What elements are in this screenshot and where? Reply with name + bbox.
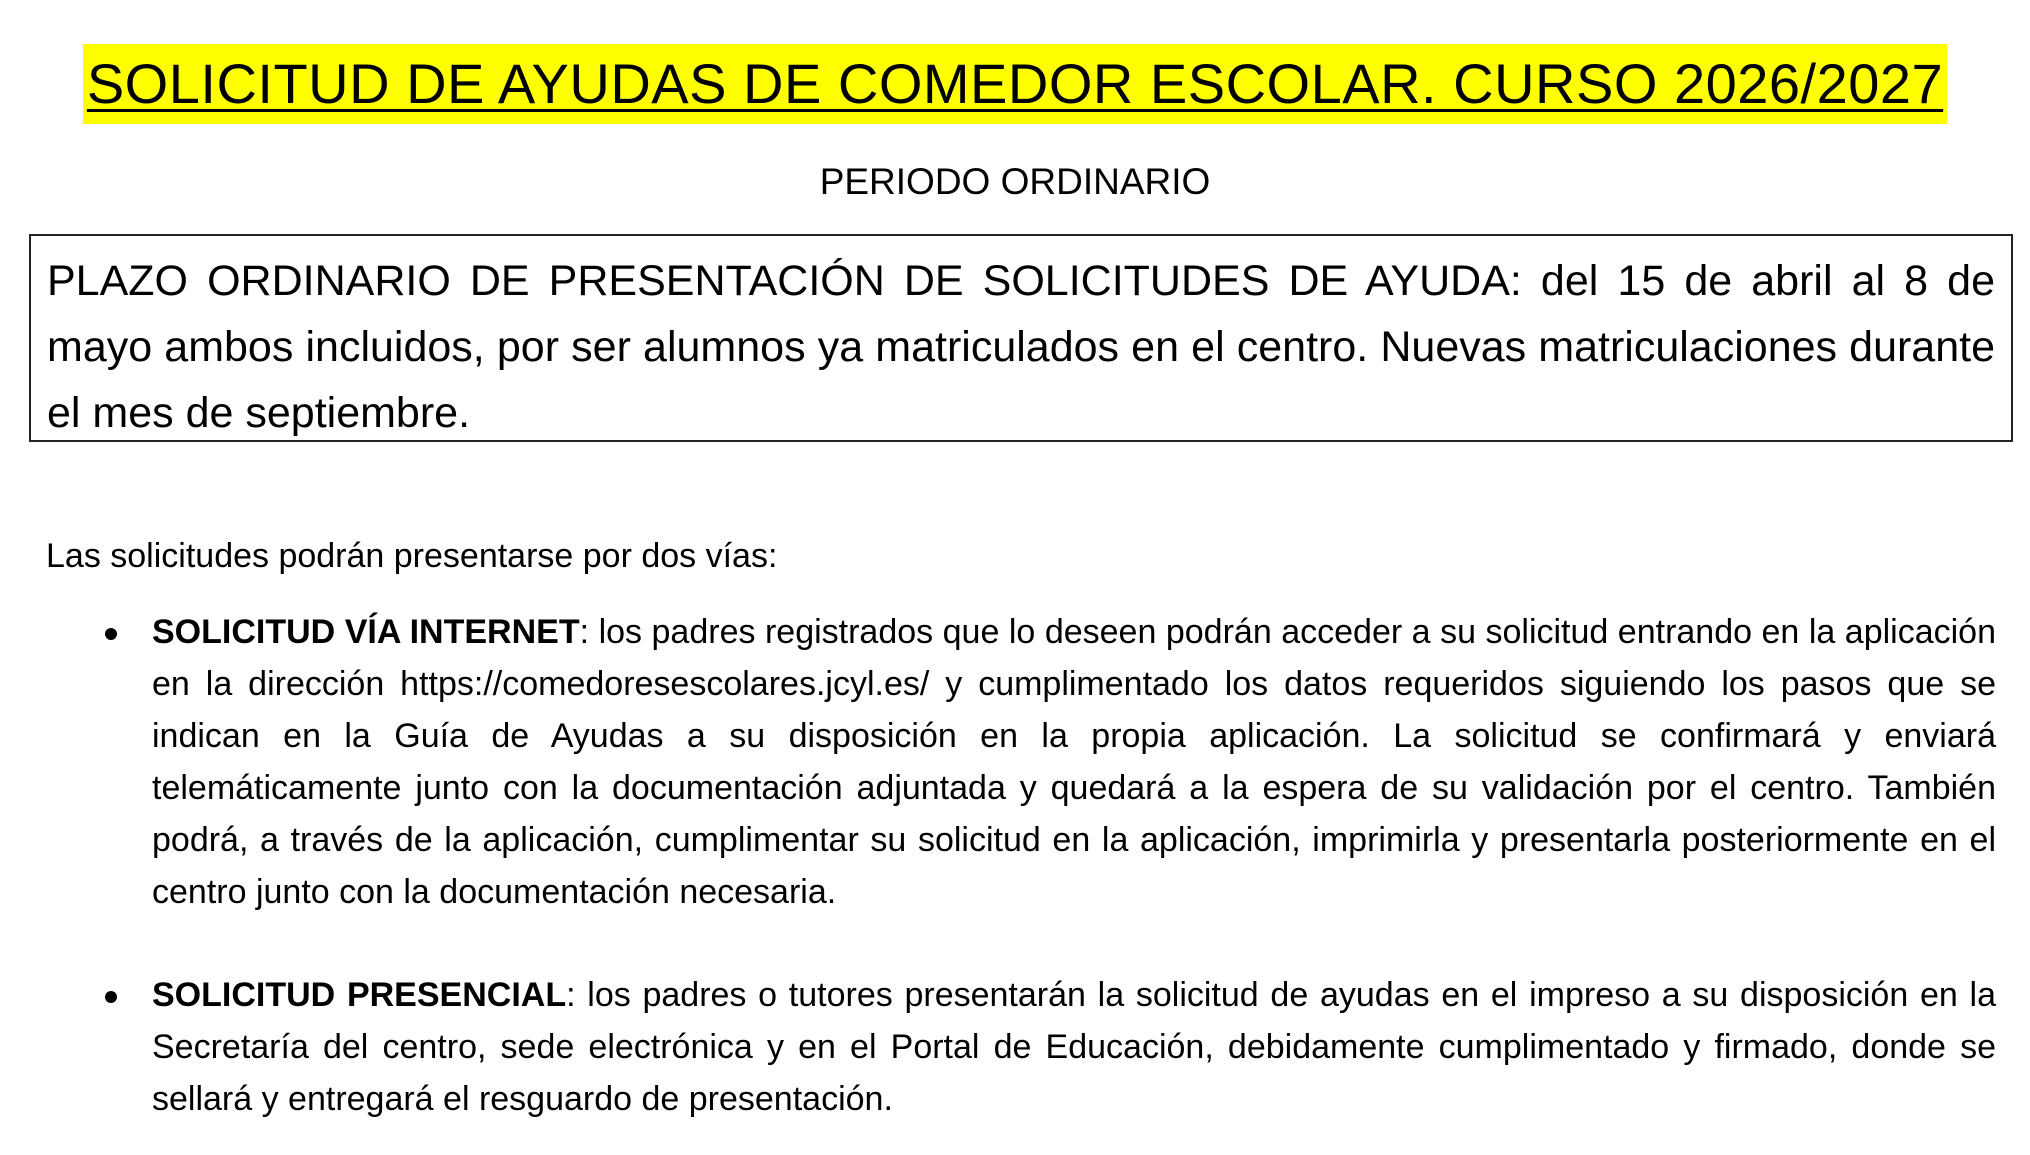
list-item-text [152, 969, 1996, 1125]
list-item-text [152, 606, 1996, 918]
bullet-icon [105, 628, 117, 640]
deadline-notice-box [29, 234, 2013, 442]
deadline-notice-text: PLAZO ORDINARIO DE PRESENTACIÓN DE SOLICITUDES DE AYUDA: del 15 de abril al 8 de mayo ambos incluidos, por ser alumnos ya matriculados en el centro. Nuevas matriculaciones durante el mes de septiembre. [47, 257, 1995, 437]
bullet-icon [105, 991, 117, 1003]
document-subtitle: PERIODO ORDINARIO [819, 161, 1211, 202]
list-item-body: : los padres o tutores presentarán la solicitud de ayudas en el impreso a su disposición en la Secretaría del centro, sede electrónica y en el Portal de Educación, debidamente cumplimentado y firmado, donde se sellará y entregará el resguardo de presentación. [152, 976, 1996, 1118]
document-title: SOLICITUD DE AYUDAS DE COMEDOR ESCOLAR. CURSO 2026/2027 [83, 44, 1947, 124]
list-item-heading: SOLICITUD PRESENCIAL [152, 976, 567, 1014]
title-container [0, 44, 2030, 124]
intro-paragraph: Las solicitudes podrán presentarse por dos vías: [46, 537, 778, 575]
list-item-body: : los padres registrados que lo deseen podrán acceder a su solicitud entrando en la aplicación en la dirección https://comedoresescolares.jcyl.es/ y cumplimentado los datos requeridos siguiendo los pasos que se indican en la Guía de Ayudas a su disposición en la propia aplicación. La solicitud se confirmará y enviará telemáticamente junto con la documentación adjuntada y quedará a la espera de su validación por el centro. También podrá, a través de la aplicación, cumplimentar su solicitud en la aplicación, imprimirla y presentarla posteriormente en el centro junto con la documentación necesaria. [152, 613, 1996, 911]
list-item-heading: SOLICITUD VÍA INTERNET [152, 613, 580, 651]
